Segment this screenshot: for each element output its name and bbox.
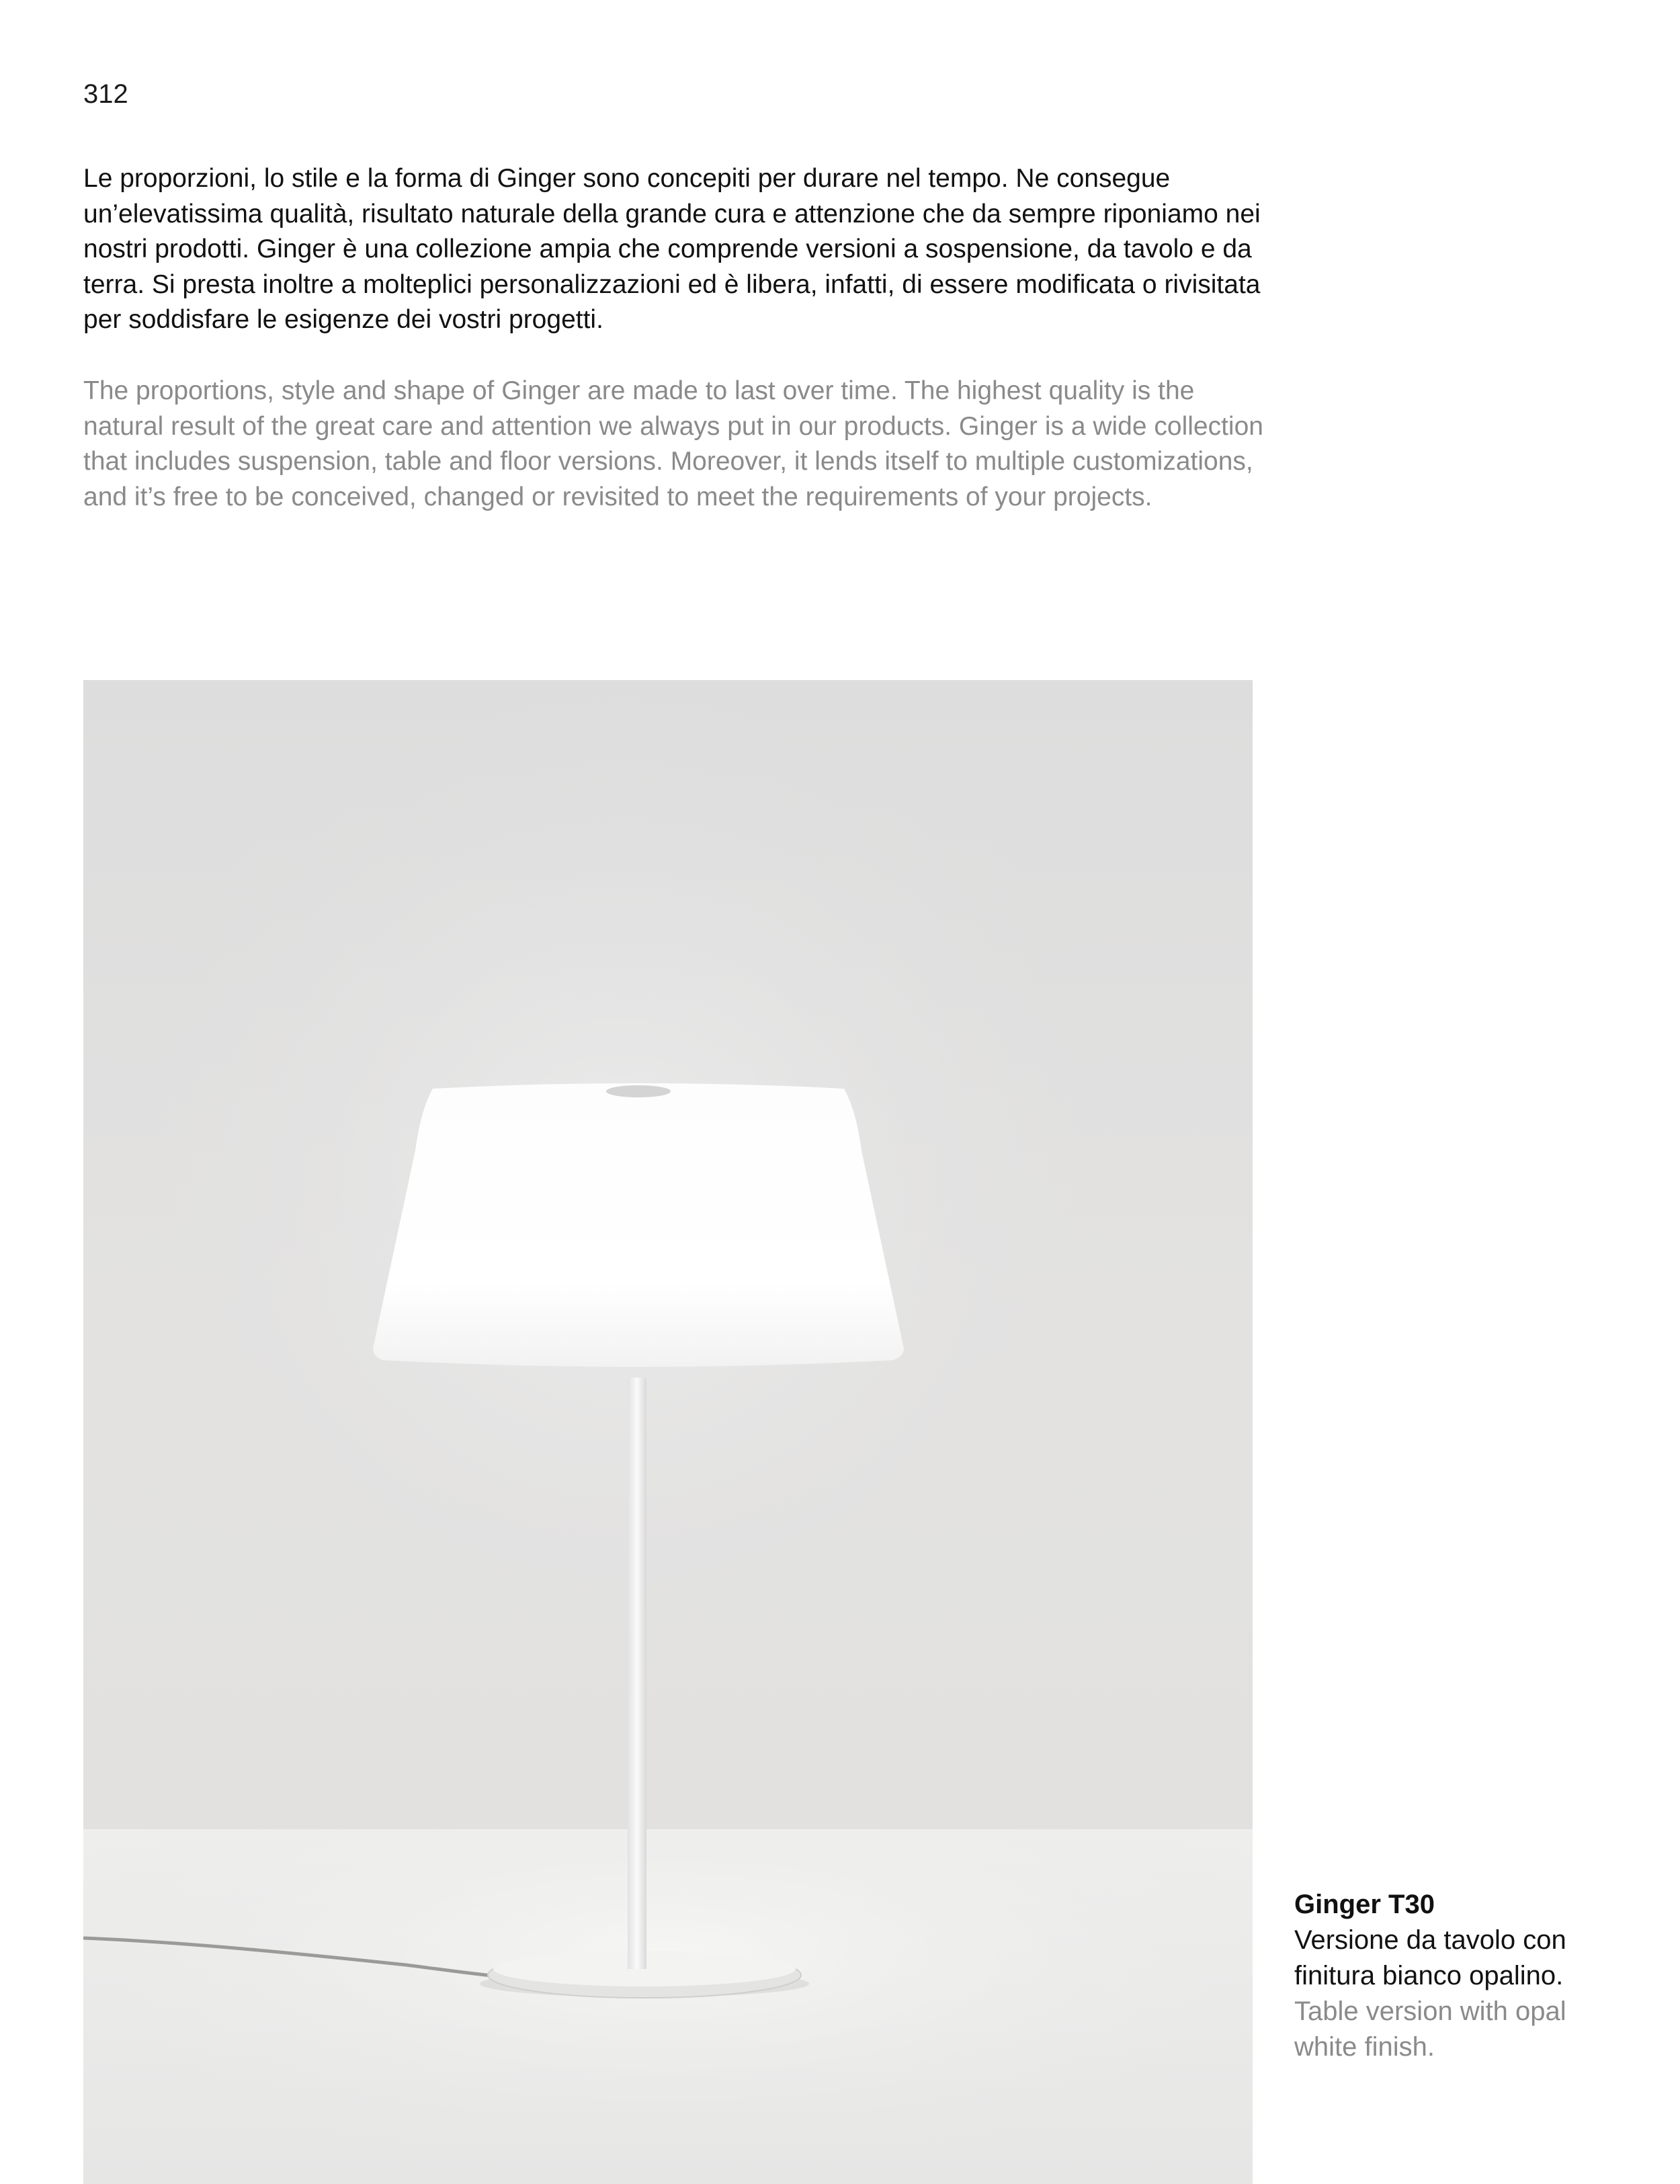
lamp-stem	[628, 1378, 646, 1969]
page-number: 312	[83, 79, 128, 109]
product-photo	[83, 680, 1253, 2184]
caption-title: Ginger T30	[1294, 1890, 1435, 1919]
caption-english: Table version with opal white finish.	[1294, 1997, 1566, 2062]
lamp-shade	[373, 1083, 904, 1367]
caption-italian: Versione da tavolo con finitura bianco opalino.	[1294, 1925, 1566, 1990]
product-caption	[1294, 1887, 1577, 2065]
lamp-illustration	[83, 680, 1253, 2184]
intro-text-italian: Le proporzioni, lo stile e la forma di Ginger sono concepiti per durare nel tempo. Ne consegue un’elevatissima qualità, risultato naturale della grande cura e attenzione che da sempre riponiamo nei nostri prodotti. Ginger è una collezione ampia che comprende versioni a sospensione, da tavolo e da terra. Si presta inoltre a molteplici personalizzazioni ed è libera, infatti, di essere modificata o rivisitata per soddisfare le esigenze dei vostri progetti.	[83, 164, 1261, 334]
intro-text-english: The proportions, style and shape of Ginger are made to last over time. The highest quality is the natural result of the great care and attention we always put in our products. Ginger is a wide collection that includes suspension, table and floor versions. Moreover, it lends itself to multiple customizations, and it’s free to be conceived, changed or revisited to meet the requirements of your projects.	[83, 376, 1263, 511]
lamp-cap	[606, 1085, 671, 1097]
